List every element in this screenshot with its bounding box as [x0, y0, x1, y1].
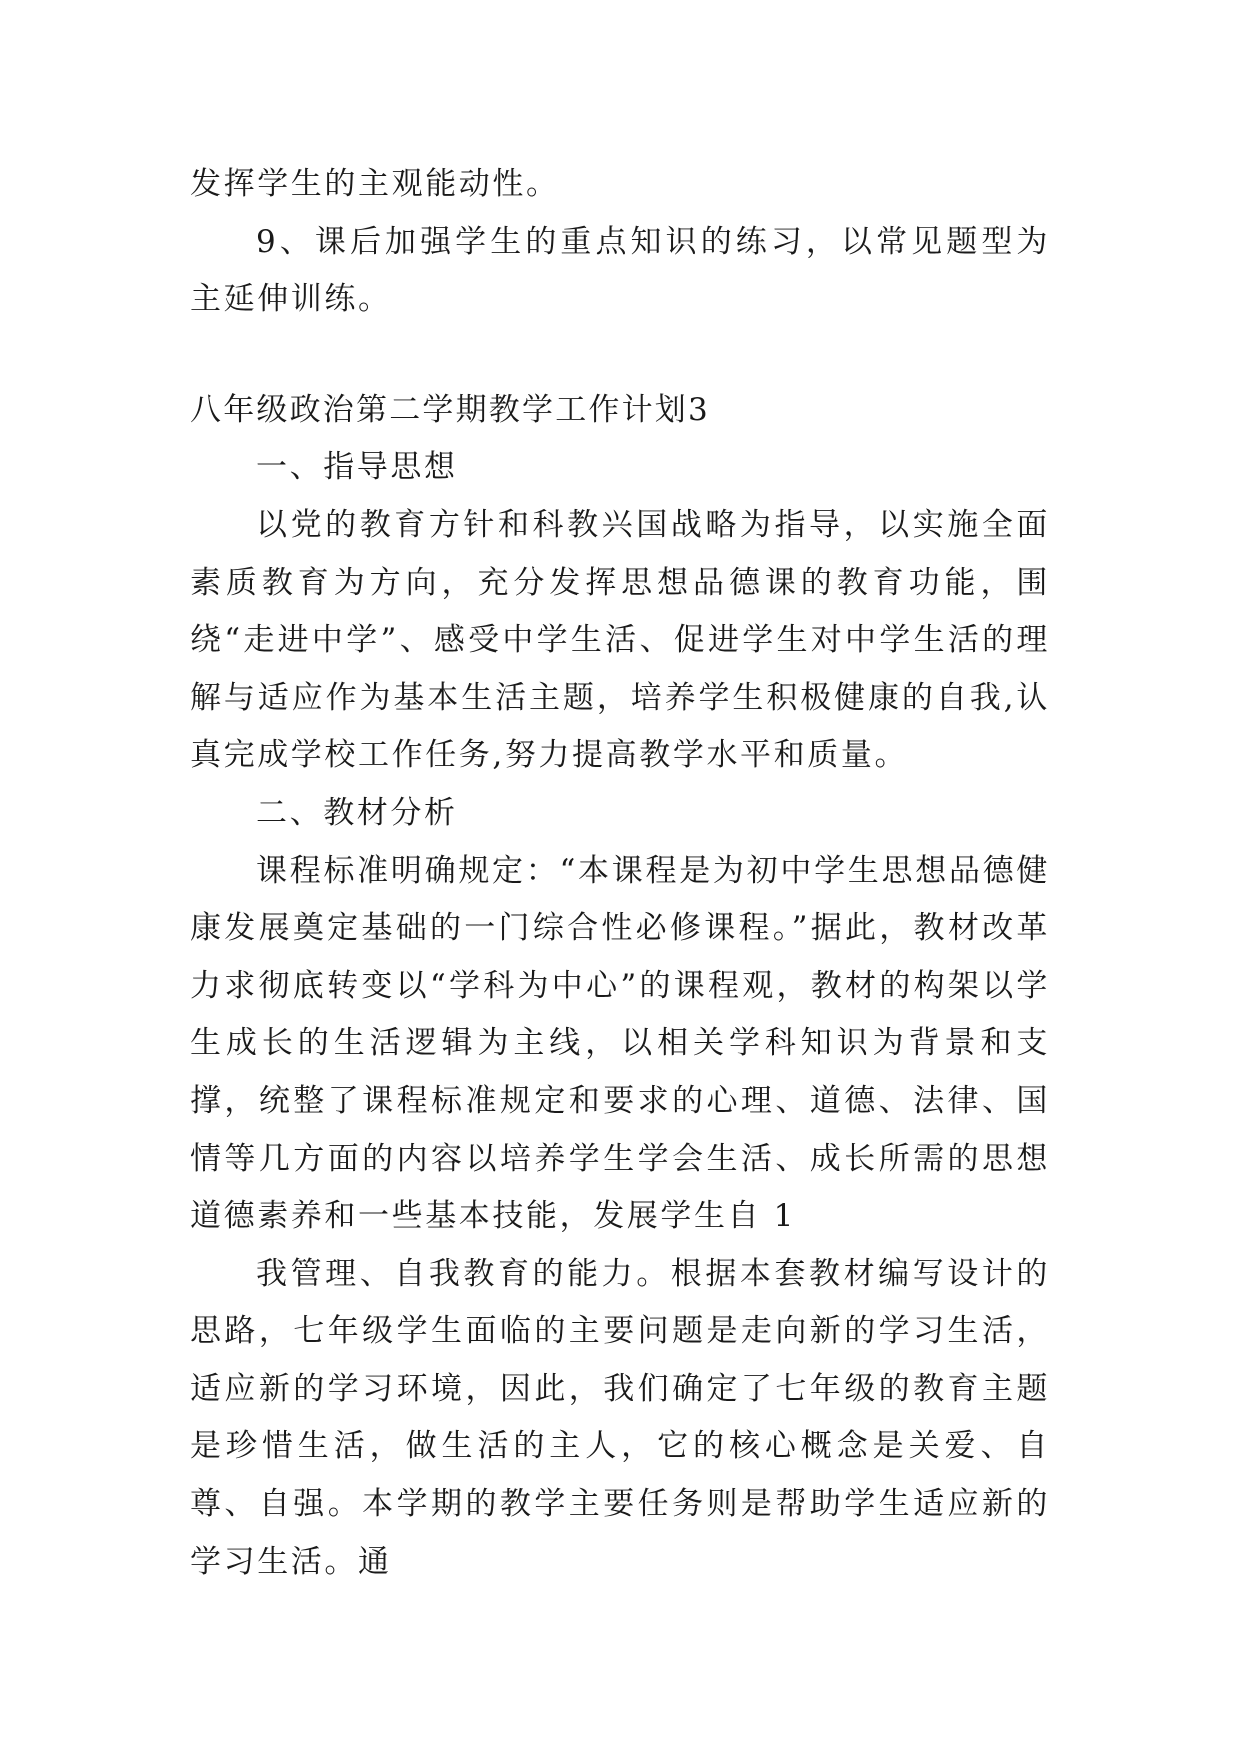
paragraph-textbook-analysis: 课程标准明确规定：“本课程是为初中学生思想品德健康发展奠定基础的一门综合性必修课程。”据此，教材改革力求彻底转变以“学科为中心”的课程观，教材的构架以学生成长的生活逻辑为主线，以相关学科知识为背景和支撑，统整了课程标准规定和要求的心理、道德、法律、国情等几方面的内容以培养学生学会生活、成长所需的思想道德素养和一些基本技能，发展学生自 1 [190, 852, 1050, 1235]
paragraph-guiding-ideology: 以党的教育方针和科教兴国战略为指导，以实施全面素质教育为方向，充分发挥思想品德课的教育功能，围绕“走进中学”、感受中学生活、促进学生对中学生活的理解与适应作为基本生活主题，培养学生积极健康的自我,认真完成学校工作任务,努力提高教学水平和质量。 [190, 506, 1050, 774]
section-title: 八年级政治第二学期教学工作计划3 [190, 391, 710, 428]
heading-guiding-ideology: 一、指导思想 [256, 449, 458, 486]
paragraph-continuation: 我管理、自我教育的能力。根据本套教材编写设计的思路，七年级学生面临的主要问题是走向新的学习生活，适应新的学习环境，因此，我们确定了七年级的教育主题是珍惜生活，做生活的主人，它的核心概念是关爱、自尊、自强。本学期的教学主要任务则是帮助学生适应新的学习生活。通 [190, 1255, 1050, 1580]
document-body [190, 156, 1050, 1591]
paragraph-2: 9、课后加强学生的重点知识的练习，以常见题型为主延伸训练。 [190, 223, 1050, 318]
paragraph-1: 发挥学生的主观能动性。 [190, 166, 560, 202]
heading-textbook-analysis: 二、教材分析 [256, 794, 458, 831]
